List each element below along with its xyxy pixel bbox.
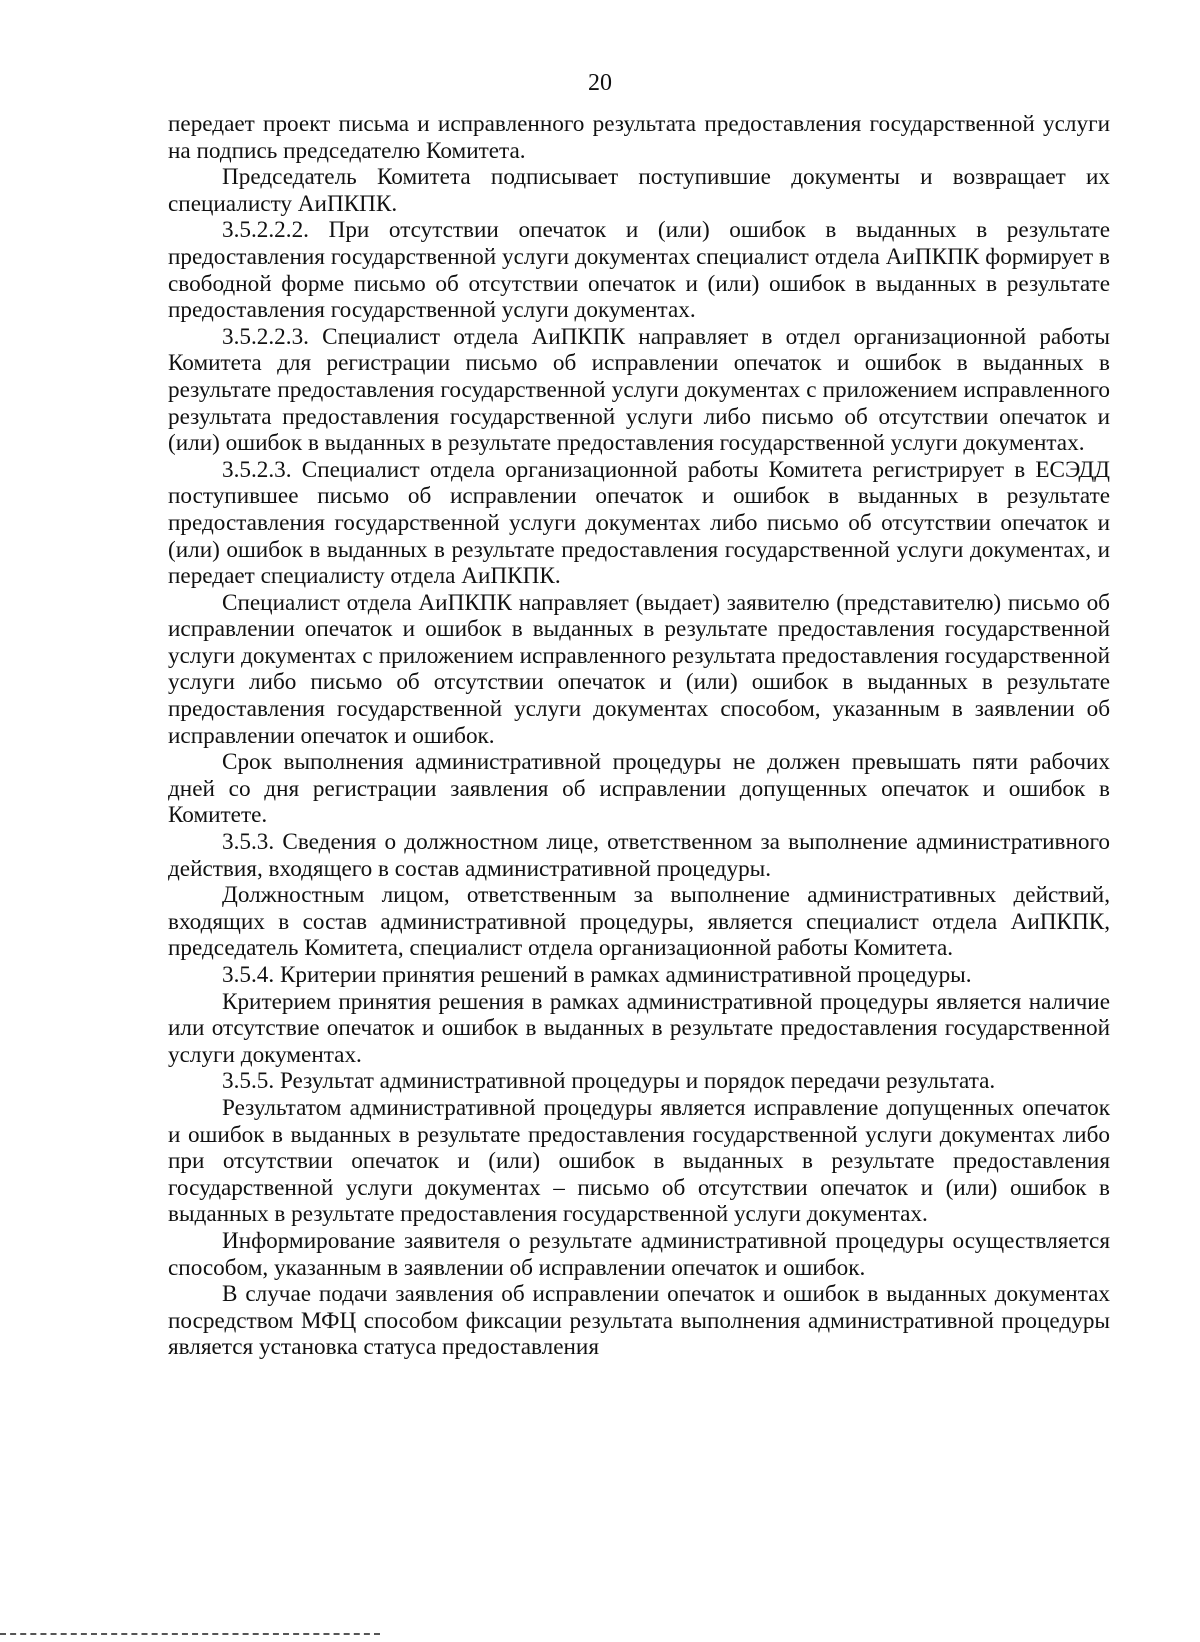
paragraph-7: Срок выполнения административной процедуры не должен превышать пяти рабочих дней со дня регистрации заявления об исправлении допущенных опечаток и ошибок в Комитете. [168,749,1110,829]
paragraph-11: Критерием принятия решения в рамках административной процедуры является наличие или отсутствие опечаток и ошибок в выданных в результате предоставления государственной услуги документах. [168,988,1110,1068]
paragraph-14: Информирование заявителя о результате административной процедуры осуществляется способом, указанным в заявлении об исправлении опечаток и ошибок. [168,1227,1110,1281]
paragraph-8: 3.5.3. Сведения о должностном лице, ответственном за выполнение административного действия, входящего в состав административной процедуры. [168,829,1110,882]
paragraph-2: Председатель Комитета подписывает поступившие документы и возвращает их специалисту АиПКПК. [168,164,1110,217]
scan-edge-rule [0,1633,380,1635]
paragraph-15: В случае подачи заявления об исправлении опечаток и ошибок в выданных документах посредством МФЦ способом фиксации результата выполнения административной процедуры является установка статуса предоставления [168,1281,1110,1361]
document-body [168,111,1110,1361]
paragraph-1: передает проект письма и исправленного результата предоставления государственной услуги на подпись председателю Комитета. [168,111,1110,164]
paragraph-9: Должностным лицом, ответственным за выполнение административных действий, входящих в состав административной процедуры, является специалист отдела АиПКПК, председатель Комитета, специалист отдела организационной работы Комитета. [168,882,1110,962]
page-number: 20 [588,70,612,96]
paragraph-12: 3.5.5. Результат административной процедуры и порядок передачи результата. [222,1068,996,1095]
paragraph-4: 3.5.2.2.3. Специалист отдела АиПКПК направляет в отдел организационной работы Комитета для регистрации письмо об исправлении опечаток и ошибок в выданных в результате предоставления государственной услуги документах с приложением исправленного результата предоставления государственной услуги либо письмо об отсутствии опечаток и (или) ошибок в выданных в результате предоставления государственной услуги документах. [168,323,1110,457]
paragraph-3: 3.5.2.2.2. При отсутствии опечаток и (или) ошибок в выданных в результате предоставления государственной услуги документах специалист отдела АиПКПК формирует в свободной форме письмо об отсутствии опечаток и (или) ошибок в выданных в результате предоставления государственной услуги документах. [168,217,1110,324]
paragraph-13: Результатом административной процедуры является исправление допущенных опечаток и ошибок в выданных в результате предоставления государственной услуги документах либо при отсутствии опечаток и (или) ошибок в выданных в результате предоставления государственной услуги документах – письмо об отсутствии опечаток и (или) ошибок в выданных в результате предоставления государственной услуги документах. [168,1094,1110,1228]
paragraph-6: Специалист отдела АиПКПК направляет (выдает) заявителю (представителю) письмо об исправлении опечаток и ошибок в выданных в результате предоставления государственной услуги документах с приложением исправленного результата предоставления государственной услуги либо письмо об отсутствии опечаток и (или) ошибок в выданных в результате предоставления государственной услуги документах способом, указанным в заявлении об исправлении опечаток и ошибок. [168,589,1110,749]
paragraph-10: 3.5.4. Критерии принятия решений в рамках административной процедуры. [222,962,972,988]
paragraph-5: 3.5.2.3. Специалист отдела организационной работы Комитета регистрирует в ЕСЭДД поступившее письмо об исправлении опечаток и ошибок в выданных в результате предоставления государственной услуги документах либо письмо об отсутствии опечаток и (или) ошибок в выданных в результате предоставления государственной услуги документах, и передает специалисту отдела АиПКПК. [168,456,1110,590]
